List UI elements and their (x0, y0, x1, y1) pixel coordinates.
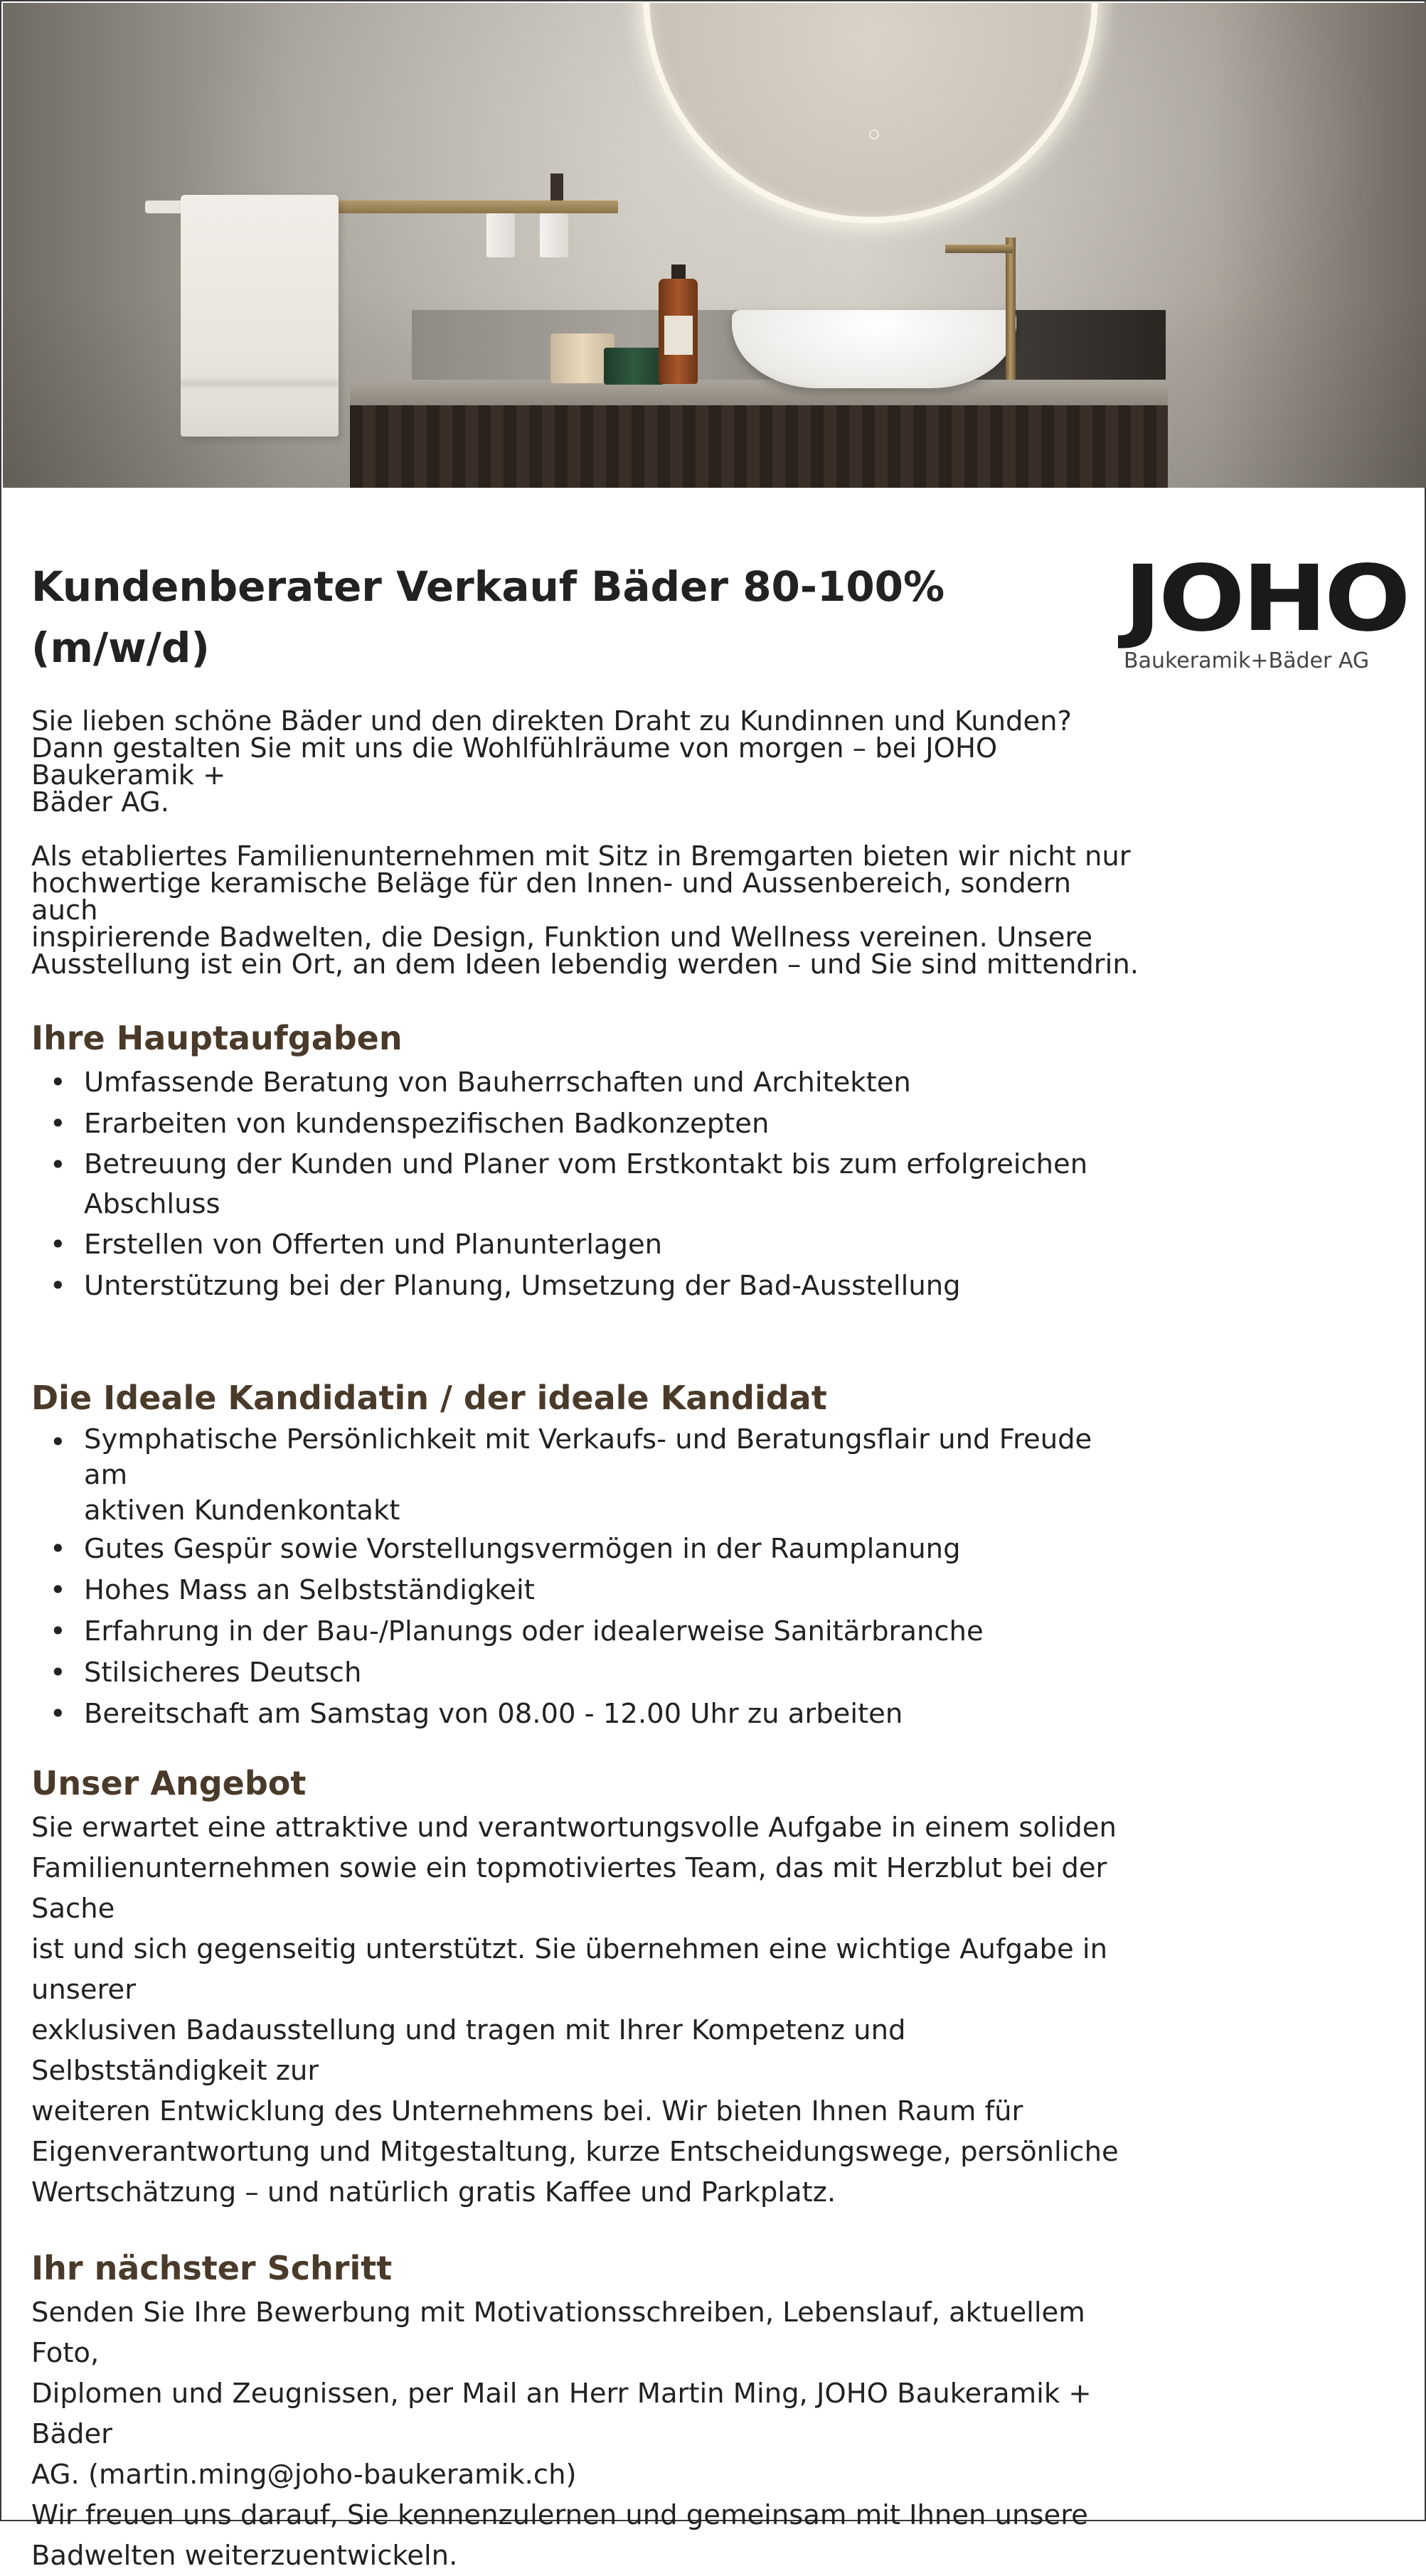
list-item (31, 1145, 1141, 1224)
text-line: weiteren Entwicklung des Unternehmens bei. Wir bieten Ihnen Raum für (31, 2095, 1023, 2127)
list-item (31, 1652, 1141, 1694)
bullet-icon: • (50, 1574, 66, 1606)
faucet-spout (945, 245, 1013, 253)
list-item-text: Bereitschaft am Samstag von 08.00 - 12.00 Uhr zu arbeiten (84, 1698, 903, 1730)
text-line: Eigenverantwortung und Mitgestaltung, kurze Entscheidungswege, persönliche (31, 2136, 1119, 2168)
list-item (31, 1062, 1141, 1103)
bullet-icon: • (50, 1698, 66, 1730)
intro-paragraph-1 (31, 705, 1141, 818)
list-item-text: Umfassende Beratung von Bauherrschaften und Architekten (84, 1067, 911, 1099)
list-item-text: Symphatische Persönlichkeit mit Verkaufs- und Beratungsflair und Freude am (84, 1423, 1092, 1491)
list-item (31, 1266, 1141, 1307)
text-line: Senden Sie Ihre Bewerbung mit Motivationsschreiben, Lebenslauf, aktuellem Foto, (31, 2297, 1085, 2369)
list-item (31, 1570, 1141, 1611)
text-line: inspirierende Badwelten, die Design, Funktion und Wellness vereinen. Unsere (31, 921, 1093, 953)
text-line: Diplomen und Zeugnissen, per Mail an Herr Martin Ming, JOHO Baukeramik + Bäder (31, 2378, 1092, 2450)
job-ad-content (31, 556, 1141, 2576)
bullet-icon: • (50, 1067, 66, 1099)
vanity-countertop (350, 380, 1168, 407)
list-item (31, 1422, 1141, 1529)
hero-image (3, 3, 1426, 488)
next-step-paragraph (31, 2292, 1141, 2576)
section-heading-tasks: Ihre Hauptaufgaben (31, 1019, 403, 1057)
list-item-text: Hohes Mass an Selbstständigkeit (84, 1574, 535, 1606)
text-line: Badwelten weiterzuentwickeln. (31, 2540, 458, 2572)
text-line: Dann gestalten Sie mit uns die Wohlfühlräume von morgen – bei JOHO Baukeramik + (31, 732, 998, 791)
cup (540, 213, 568, 257)
list-item-text: aktiven Kundenkontakt (84, 1495, 400, 1527)
bullet-icon: • (50, 1108, 66, 1140)
company-logo (1124, 546, 1408, 681)
cup (486, 213, 515, 257)
text-line: Wertschätzung – und natürlich gratis Kaffee und Parkplatz. (31, 2176, 836, 2208)
job-title (31, 556, 1141, 678)
list-item (31, 1611, 1141, 1652)
list-item-text: Gutes Gespür sowie Vorstellungsvermögen in der Raumplanung (84, 1533, 961, 1565)
bullet-icon: • (50, 1533, 66, 1565)
list-item-text: Erarbeiten von kundenspezifischen Badkonzepten (84, 1108, 770, 1140)
section-heading-candidate: Die Ideale Kandidatin / der ideale Kandidat (31, 1379, 827, 1417)
text-line: Ausstellung ist ein Ort, an dem Ideen lebendig werden – und Sie sind mittendrin. (31, 948, 1139, 980)
bullet-icon: • (50, 1229, 66, 1261)
list-item-text: Unterstützung bei der Planung, Umsetzung der Bad-Ausstellung (84, 1270, 961, 1302)
text-line: Als etabliertes Familienunternehmen mit Sitz in Bremgarten bieten wir nicht nur (31, 840, 1131, 872)
list-item (31, 1103, 1141, 1145)
text-line: exklusiven Badausstellung und tragen mit Ihrer Kompetenz und Selbstständigkeit zur (31, 2014, 906, 2087)
email-link[interactable]: martin.ming@joho-baukeramik.ch (99, 2459, 566, 2491)
text-line: Sie erwartet eine attraktive und verantwortungsvolle Aufgabe in einem soliden (31, 1812, 1117, 1844)
bullet-icon: • (50, 1149, 66, 1181)
vanity-cabinet (350, 405, 1168, 488)
list-item (31, 1224, 1141, 1266)
logo-wordmark: JOHO (1124, 546, 1408, 652)
section-heading-offer: Unser Angebot (31, 1764, 307, 1802)
list-item-text: Erstellen von Offerten und Planunterlagen (84, 1229, 663, 1261)
text-line: Sie lieben schöne Bäder und den direkten Draht zu Kundinnen und Kunden? (31, 705, 1072, 737)
job-title-line: Kundenberater Verkauf Bäder 80-100% (31, 562, 945, 611)
text-fragment: AG. ( (31, 2459, 99, 2491)
faucet (1006, 237, 1016, 380)
list-item-text: Erfahrung in der Bau-/Planungs oder idealerweise Sanitärbranche (84, 1615, 984, 1647)
list-item-text: Abschluss (84, 1188, 220, 1220)
tasks-list (31, 1062, 1141, 1307)
bullet-icon: • (50, 1270, 66, 1302)
list-item (31, 1529, 1141, 1570)
text-line: hochwertige keramische Beläge für den Innen- und Aussenbereich, sondern auch (31, 867, 1072, 926)
list-item-text: Stilsicheres Deutsch (84, 1657, 362, 1689)
bullet-icon: • (50, 1657, 66, 1689)
bullet-icon: • (50, 1615, 66, 1647)
text-line: ist und sich gegenseitig unterstützt. Sie übernehmen eine wichtige Aufgabe in unserer (31, 1933, 1107, 2006)
mirror-touch-sensor (869, 129, 879, 139)
intro-paragraph-2 (31, 840, 1141, 980)
offer-paragraph (31, 1807, 1141, 2213)
candidate-list (31, 1422, 1141, 1735)
soap-dispenser (550, 173, 563, 201)
wall-shelf (337, 201, 618, 213)
logo-subtitle: Baukeramik+Bäder AG (1124, 648, 1370, 673)
text-line: Familienunternehmen sowie ein topmotiviertes Team, das mit Herzblut bei der Sache (31, 1852, 1107, 1925)
section-heading-next-step: Ihr nächster Schritt (31, 2249, 393, 2287)
towel (181, 195, 339, 437)
bottle-label (664, 316, 693, 355)
list-item (31, 1694, 1141, 1735)
text-line: Wir freuen uns darauf, Sie kennenzulernen und gemeinsam mit Ihnen unsere (31, 2499, 1088, 2531)
list-item-text: Betreuung der Kunden und Planer vom Erstkontakt bis zum erfolgreichen (84, 1148, 1088, 1180)
job-title-line: (m/w/d) (31, 624, 210, 672)
vessel-sink (732, 310, 1016, 388)
text-line: Bäder AG. (31, 786, 169, 818)
cosmetic-jar (604, 348, 664, 385)
text-fragment: ) (565, 2459, 577, 2491)
bullet-icon: • (50, 1426, 66, 1458)
